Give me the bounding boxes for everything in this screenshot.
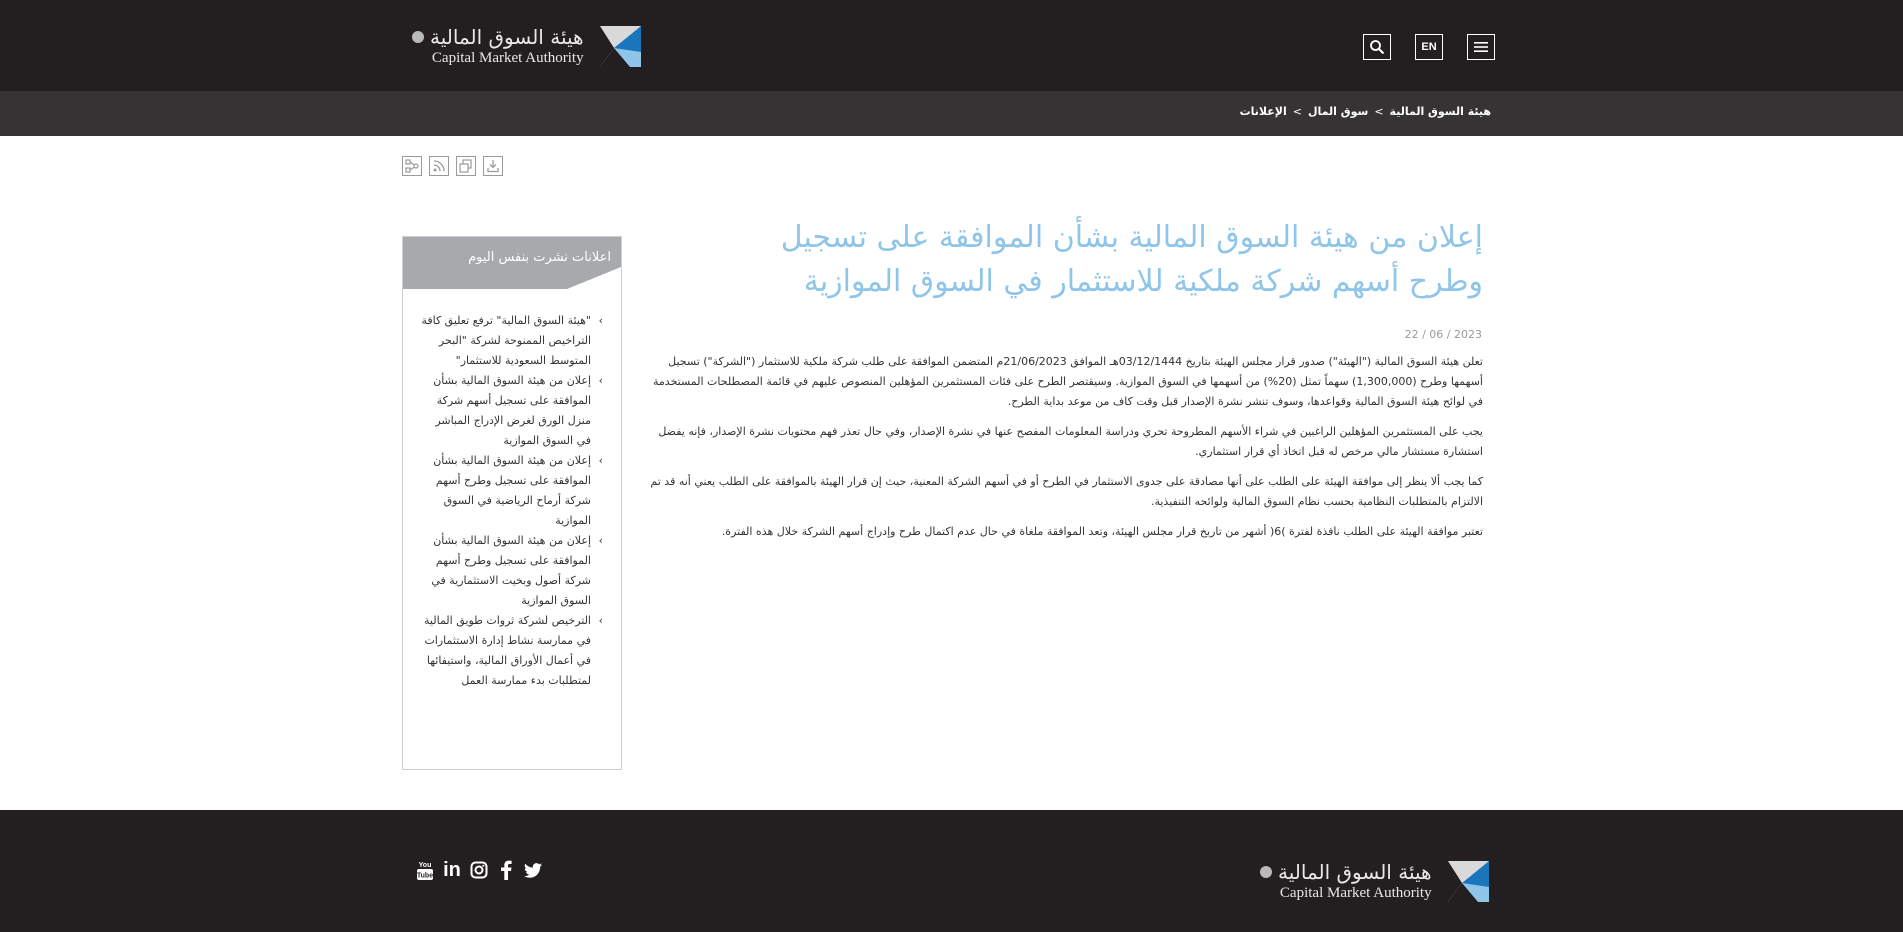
download-button[interactable]: [483, 156, 503, 176]
seal-icon: [1260, 866, 1272, 878]
related-item-text[interactable]: إعلان من هيئة السوق المالية بشأن الموافقة على تسجيل وطرح أسهم شركة أرماح الرياضية في السوق الموازية: [433, 454, 591, 527]
cma-logo-icon: [600, 26, 641, 67]
facebook-icon: [500, 860, 512, 880]
language-button[interactable]: EN: [1415, 34, 1443, 60]
logo-english: Capital Market Authority: [431, 50, 584, 66]
related-panel-header: [403, 237, 621, 289]
article-paragraph: تعتبر موافقة الهيئة على الطلب نافذة لفترة )6( أشهر من تاريخ قرار مجلس الهيئة، وتعد الموافقة ملغاة في حال عدم اكتمال طرح وإدراج أسهم الشركة خلال هذه الفترة.: [721, 525, 1483, 538]
svg-text:Tube: Tube: [416, 872, 434, 880]
article-body: [640, 352, 1483, 552]
seal-icon: [412, 31, 424, 43]
article-title: إعلان من هيئة السوق المالية بشأن الموافقة على تسجيل وطرح أسهم شركة ملكية للاستثمار في السوق الموازية: [780, 220, 1483, 299]
related-item-text[interactable]: إعلان من هيئة السوق المالية بشأن الموافقة على تسجيل وطرح أسهم شركة أصول وبخيت الاستثمارية في السوق الموازية: [431, 534, 591, 607]
svg-text:You: You: [418, 862, 432, 869]
search-icon: [1369, 39, 1385, 55]
logo-arabic: [412, 25, 584, 49]
logo-text: [412, 25, 584, 67]
youtube-link[interactable]: [416, 860, 434, 880]
share-button[interactable]: [402, 156, 422, 176]
related-item-text[interactable]: "هيئة السوق المالية" ترفع تعليق كافة التراخيص الممنوحة لشركة "البحر المتوسط السعودية للاستثمار": [421, 314, 591, 367]
related-item[interactable]: [421, 371, 603, 451]
related-item[interactable]: [421, 611, 603, 691]
chevron-icon: ›: [598, 314, 603, 327]
related-announcements-panel: [402, 236, 622, 770]
chevron-icon: ›: [598, 374, 603, 387]
logo-english: Capital Market Authority: [1279, 885, 1432, 901]
article-date: 22 / 06 / 2023: [1404, 328, 1482, 341]
related-item[interactable]: [421, 311, 603, 371]
instagram-link[interactable]: [470, 860, 488, 880]
logo-arabic: [1260, 860, 1432, 884]
footer-logo[interactable]: [1260, 860, 1489, 902]
related-item-text[interactable]: إعلان من هيئة السوق المالية بشأن الموافقة على تسجيل أسهم شركة منزل الورق لغرض الإدراج المباشر في السوق الموازية: [433, 374, 591, 447]
share-icon: [405, 159, 419, 173]
site-header: [0, 0, 1903, 91]
related-list: [403, 289, 621, 691]
header-logo[interactable]: [412, 25, 641, 67]
breadcrumb-separator: >: [1374, 105, 1384, 118]
download-icon: [486, 159, 500, 173]
site-footer: [0, 810, 1903, 932]
logo-arabic-text: هيئة السوق المالية: [1278, 860, 1432, 884]
breadcrumb-separator: >: [1292, 105, 1302, 118]
linkedin-link[interactable]: [443, 860, 461, 880]
header-corner-decoration: [567, 267, 621, 289]
related-item[interactable]: [421, 451, 603, 531]
breadcrumb-item-announcements[interactable]: الإعلانات: [1239, 105, 1287, 118]
twitter-icon: [524, 862, 542, 879]
print-button[interactable]: [456, 156, 476, 176]
youtube-icon: [416, 859, 434, 881]
logo-text: [1260, 860, 1432, 902]
chevron-icon: ›: [598, 614, 603, 627]
breadcrumb-item-market[interactable]: سوق المال: [1307, 105, 1369, 118]
article-paragraph: تعلن هيئة السوق المالية ("الهيئة") صدور قرار مجلس الهيئة بتاريخ 03/12/1444هـ الموافق 21/06/2023م المتضمن الموافقة على طلب شركة ملكية للاستثمار ("الشركة") تسجيل أسهمها وطرح (1,300,000) سهماً تمثل (20%) من أسهمها في السوق الموازية. وسيقتصر الطرح على فئات المستثمرين المؤهلين المنصوص عليهم في قائمة المصطلحات المستخدمة في لوائح هيئة السوق المالية وقواعدها، وسوف تنشر نشرة الإصدار قبل وقت كاف من موعد بداية الطرح.: [653, 355, 1483, 408]
article-paragraph: يجب على المستثمرين المؤهلين الراغبين في شراء الأسهم المطروحة تحري ودراسة المعلومات المفصح عنها في نشرة الإصدار، وفي حال تعذر فهم محتويات نشرة الإصدار، فإنه يفضل استشارة مستشار مالي مرخص له قبل اتخاذ أي قرار استثماري.: [658, 425, 1483, 458]
breadcrumb-bar: [0, 91, 1903, 136]
rss-button[interactable]: [429, 156, 449, 176]
page-tools: [402, 156, 503, 176]
chevron-icon: ›: [598, 454, 603, 467]
logo-arabic-text: هيئة السوق المالية: [430, 25, 584, 49]
related-item-text[interactable]: الترخيص لشركة ثروات طويق المالية في ممارسة نشاط إدارة الاستثمارات في أعمال الأوراق المالية، واستيفائها لمتطلبات بدء ممارسة العمل: [424, 614, 591, 687]
related-item[interactable]: [421, 531, 603, 611]
menu-icon: [1474, 41, 1488, 53]
instagram-icon: [470, 861, 488, 879]
rss-icon: [432, 159, 446, 173]
facebook-link[interactable]: [497, 860, 515, 880]
breadcrumb-item-home[interactable]: هيئة السوق المالية: [1389, 105, 1491, 118]
chevron-icon: ›: [598, 534, 603, 547]
social-links: [416, 860, 542, 880]
print-icon: [459, 159, 473, 173]
twitter-link[interactable]: [524, 860, 542, 880]
breadcrumb: [1240, 105, 1491, 118]
cma-logo-icon: [1448, 861, 1489, 902]
linkedin-icon: in: [443, 858, 461, 881]
menu-button[interactable]: [1467, 34, 1495, 60]
related-panel-title: اعلانات نشرت بنفس اليوم: [468, 250, 611, 265]
header-actions: [1363, 34, 1495, 60]
search-button[interactable]: [1363, 34, 1391, 60]
article-paragraph: كما يجب ألا ينظر إلى موافقة الهيئة على الطلب على أنها مصادقة على جدوى الاستثمار في الطرح أو في أسهم الشركة المعنية، حيث إن قرار الهيئة بالموافقة على الطلب يعني أنه قد تم الالتزام بالمتطلبات النظامية بحسب نظام السوق المالية ولوائحه التنفيذية.: [650, 475, 1483, 508]
